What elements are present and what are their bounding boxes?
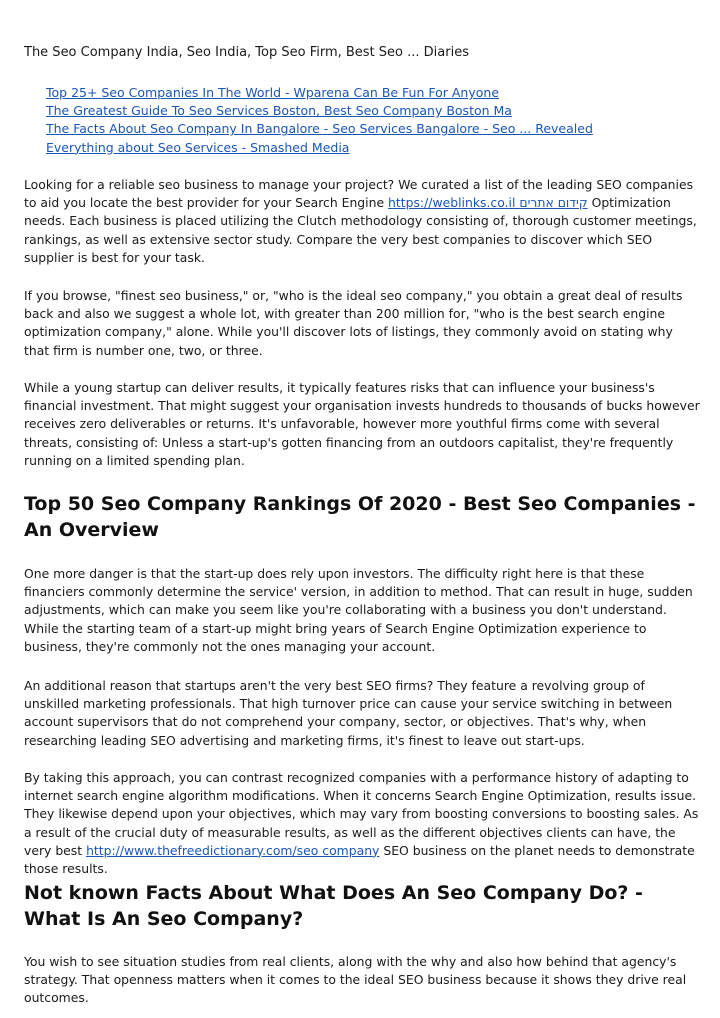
paragraph-text: Optimization needs. Each business is placed utilizing the Clutch methodology consisting of, thorough customer meetings, rankings, as well as extensive sector study. Compare the very best companies to discover which SEO supplier is best for your task. [24,195,697,265]
paragraph: You wish to see situation studies from real clients, along with the why and also how behind that agency's strategy. That openness matters when it comes to the ideal SEO business because it shows they drive real outcomes. [24,954,687,1006]
paragraph-text: By taking this approach, you can contrast recognized companies with a performance history of adapting to internet search engine algorithm modifications. When it concerns Search Engine Optimization, results issue. They likewise depend upon your objectives, which may vary from boosting conversions to boosting sales. As a result of the crucial duty of measurable results, as well as the different objectives clients can have, the very best [24,770,699,858]
inline-link[interactable]: https://weblinks.co.il קידום אתרים [388,195,588,211]
toc-item [46,102,593,120]
paragraph-text: SEO business on the planet needs to demonstrate those results. [24,842,695,877]
inline-link[interactable]: http://www.thefreedictionary.com/seo company [86,842,380,858]
table-of-contents [46,84,593,157]
toc-link[interactable]: Everything about Seo Services - Smashed Media [46,139,350,155]
toc-item [46,139,593,157]
paragraph: While a young startup can deliver results, it typically features risks that can influence your business's financial investment. That might suggest your organisation invests hundreds to thousands of bucks however receives zero deliverables or returns. It's unfavorable, however more youthful firms come with several threats, consisting of: Unless a start-up's gotten financing from an outdoors capitalist, they're frequently running on a limited spending plan. [24,380,700,468]
toc-link[interactable]: The Greatest Guide To Seo Services Boston, Best Seo Company Boston Ma [46,103,512,119]
document-title: The Seo Company India, Seo India, Top Seo Firm, Best Seo ... Diaries [24,45,469,60]
toc-item [46,84,593,102]
paragraph [24,769,700,878]
toc-item [46,120,593,138]
toc-link[interactable]: The Facts About Seo Company In Bangalore - Seo Services Bangalore - Seo ... Revealed [46,121,593,137]
paragraph: If you browse, "finest seo business," or, "who is the ideal seo company," you obtain a great deal of results back and also we suggest a whole lot, with greater than 200 million for, "who is the best search engine optimization company," alone. While you'll discover lots of listings, they commonly avoid on stating why that firm is number one, two, or three. [24,288,683,358]
section-heading: Not known Facts About What Does An Seo Company Do? - What Is An Seo Company? [24,882,643,930]
paragraph-intro [24,176,700,267]
section-heading: Top 50 Seo Company Rankings Of 2020 - Best Seo Companies - An Overview [24,493,696,541]
paragraph-text: Looking for a reliable seo business to manage your project? We curated a list of the leading SEO companies to aid you locate the best provider for your Search Engine [24,177,694,211]
toc-link[interactable]: Top 25+ Seo Companies In The World - Wparena Can Be Fun For Anyone [46,85,500,100]
paragraph: An additional reason that startups aren't the very best SEO firms? They feature a revolving group of unskilled marketing professionals. That high turnover price can cause your service switching in between account supervisors that do not comprehend your company, sector, or objectives. That's why, when researching leading SEO advertising and marketing firms, it's finest to leave out start-ups. [24,678,673,748]
paragraph: One more danger is that the start-up does rely upon investors. The difficulty right here is that these financiers commonly determine the service' version, in addition to method. That can result in huge, sudden adjustments, which can make you seem like you're collaborating with a business you don't understand. While the starting team of a start-up might bring years of Search Engine Optimization experience to business, they're commonly not the ones managing your account. [24,566,693,654]
